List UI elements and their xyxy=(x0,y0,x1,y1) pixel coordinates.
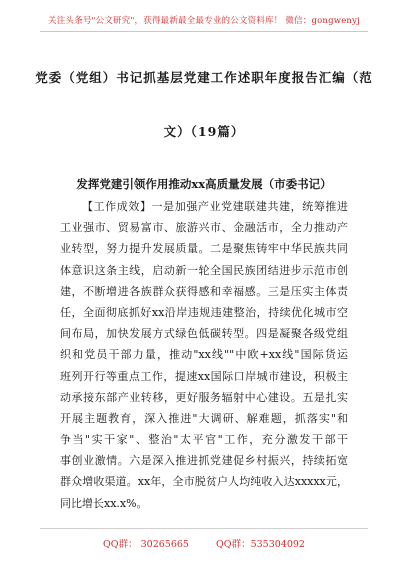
body-line: 事创业激情。六是深入推进抓党建促乡村振兴，持续拓宽 xyxy=(60,454,348,468)
footer-qq-group-2: QQ群：535304092 xyxy=(216,539,305,550)
body-line: 工业强市、贸易富市、旅游兴市、金融活市，全力推动产 xyxy=(60,221,348,235)
header-divider xyxy=(40,31,368,32)
document-title-line-2: 文）（19篇） xyxy=(163,124,245,139)
body-line: 业转型，努力提升发展质量。二是聚焦铸牢中华民族共同 xyxy=(60,242,348,256)
body-line: 体意识这条主线，启动新一轮全国民族团结进步示范市创 xyxy=(60,263,348,277)
body-line: 同比增长xx.x%。 xyxy=(60,496,148,510)
body-line: 间布局，加快发展方式绿色低碳转型。四是凝聚各级党组 xyxy=(60,327,348,341)
document-title-line-1: 党委（党组）书记抓基层党建工作述职年度报告汇编（范 xyxy=(35,70,373,85)
header-note: 关注头条号"公文研究"，获得最新最全最专业的公文资料库！ 微信：gongwenyj xyxy=(48,16,360,26)
body-line: 争当"实干家"、整治"太平官"工作，充分激发干部干 xyxy=(60,433,348,447)
footer-divider xyxy=(40,528,368,529)
body-line: 动承接东部产业转移，更好服务辐射中心建设。五是扎实 xyxy=(60,390,348,404)
footer xyxy=(0,536,408,550)
body-line: 织和党员干部力量，推动"xx线""中欧+xx线"国际货运 xyxy=(60,348,348,362)
body-line: 【工作成效】一是加强产业党建联建共建，统筹推进 xyxy=(82,200,348,213)
body-line: 建，不断增进各族群众获得感和幸福感。三是压实主体责 xyxy=(60,284,348,298)
footer-qq-group-1: QQ群： 30265665 xyxy=(103,539,189,550)
body-line: 任，全面彻底抓好xx沿岸违规违建整治，持续优化城市空 xyxy=(60,305,348,319)
section-heading: 发挥党建引领作用推动xx高质量发展（市委书记） xyxy=(76,177,332,191)
body-line: 开展主题教育，深入推进"大调研、解难题，抓落实"和 xyxy=(60,411,348,425)
body-line: 班列开行等重点工作，提速xx国际口岸城市建设，积极主 xyxy=(60,369,348,383)
body-text xyxy=(60,196,348,514)
body-line: 群众增收渠道。xx年，全市脱贫户人均纯收入达xxxxx元， xyxy=(60,475,348,489)
